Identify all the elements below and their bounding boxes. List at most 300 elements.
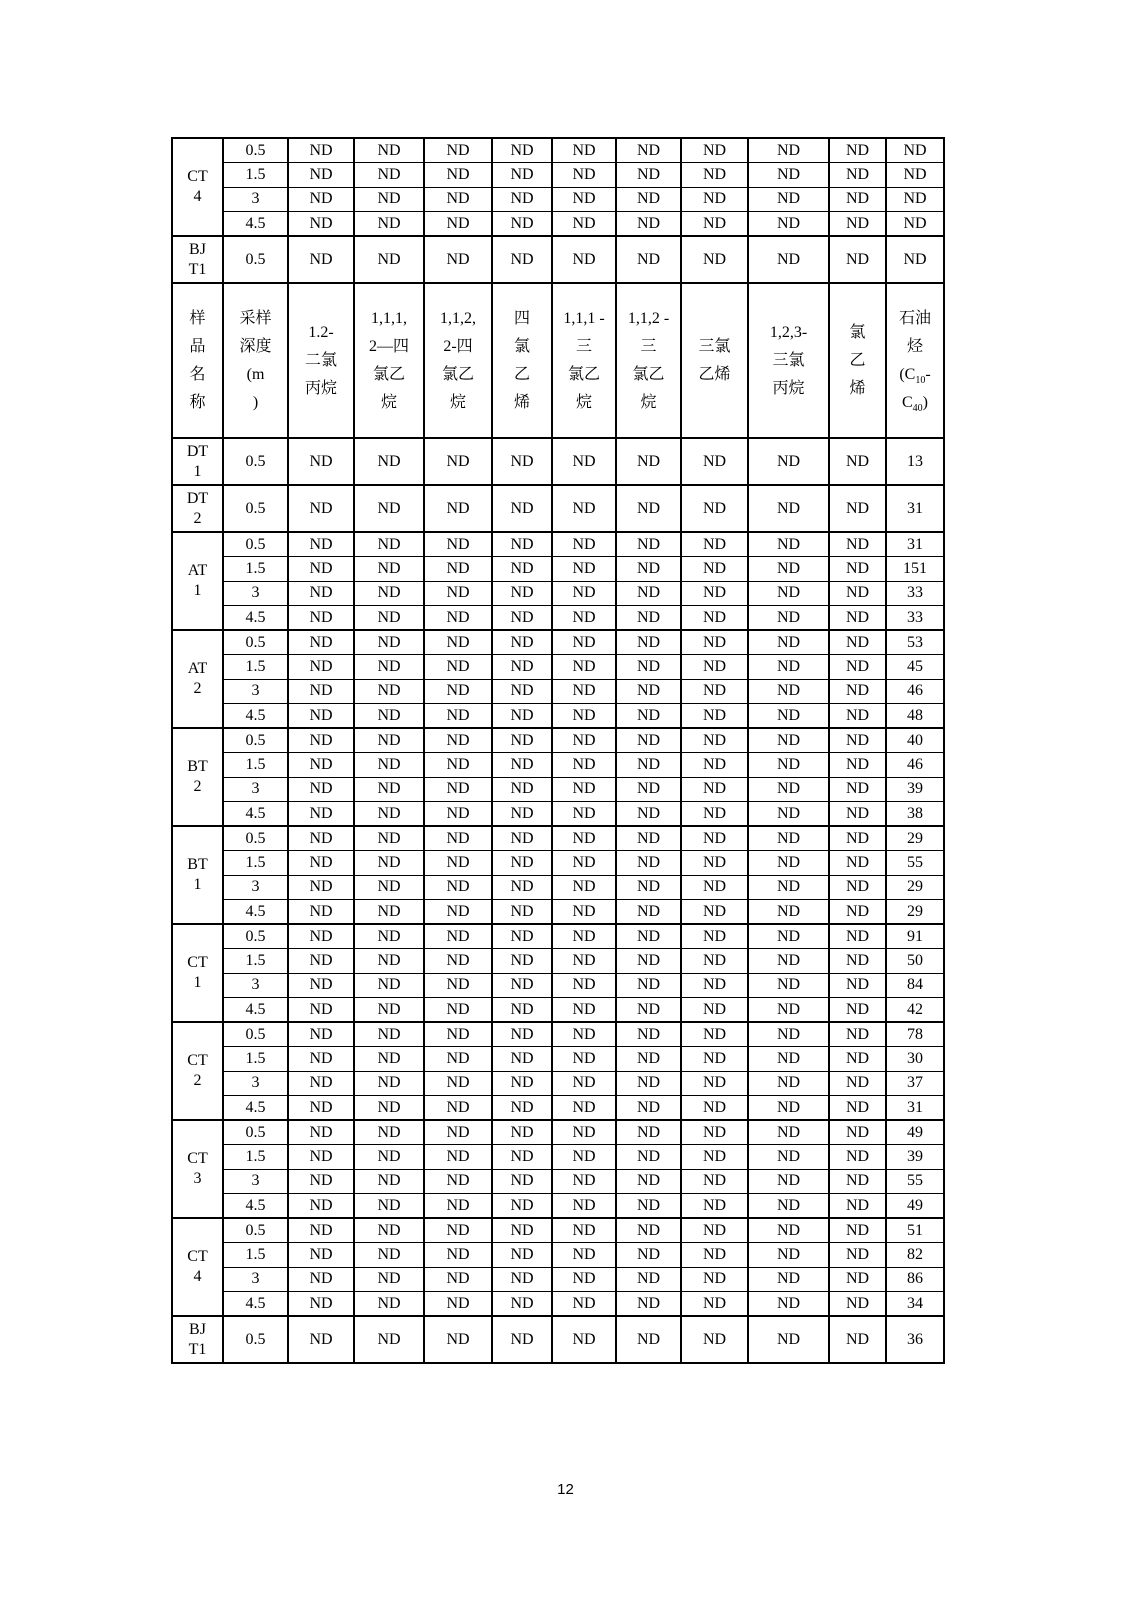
result-cell: ND xyxy=(354,438,424,485)
result-cell: ND xyxy=(492,949,552,974)
result-cell: ND xyxy=(681,1096,748,1121)
result-cell: ND xyxy=(748,557,829,582)
result-cell: ND xyxy=(748,187,829,212)
cell-text-line: T1 xyxy=(188,260,207,278)
result-cell: ND xyxy=(354,163,424,188)
result-cell: ND xyxy=(552,1120,616,1145)
result-cell: ND xyxy=(288,1267,354,1292)
result-cell: ND xyxy=(552,163,616,188)
result-cell: ND xyxy=(288,826,354,851)
table-row xyxy=(172,704,944,729)
cell-text-line: $C_{40}$) xyxy=(902,393,928,414)
result-cell: ND xyxy=(681,973,748,998)
result-cell: ND xyxy=(829,924,886,949)
table-row xyxy=(172,606,944,631)
result-cell: ND xyxy=(424,1022,492,1047)
result-cell: 55 xyxy=(886,1169,944,1194)
result-cell: ND xyxy=(354,581,424,606)
depth-cell: 0.5 xyxy=(223,1120,288,1145)
result-cell: ND xyxy=(681,679,748,704)
depth-cell: 0.5 xyxy=(223,1218,288,1243)
table-row xyxy=(172,212,944,237)
result-cell: ND xyxy=(616,1096,681,1121)
result-cell: ND xyxy=(748,998,829,1023)
result-cell: ND xyxy=(829,1096,886,1121)
result-cell: ND xyxy=(886,187,944,212)
result-cell: ND xyxy=(492,1071,552,1096)
result-cell: ND xyxy=(424,826,492,851)
result-cell: ND xyxy=(424,1169,492,1194)
table-row xyxy=(172,557,944,582)
cell-text-line: 1 xyxy=(193,876,202,893)
result-cell: ND xyxy=(616,655,681,680)
result-cell: ND xyxy=(552,532,616,557)
result-cell: ND xyxy=(616,704,681,729)
result-cell: ND xyxy=(829,630,886,655)
result-cell: ND xyxy=(748,581,829,606)
table-row xyxy=(172,438,944,485)
result-cell: ND xyxy=(616,138,681,163)
depth-cell: 0.5 xyxy=(223,138,288,163)
result-cell: 40 xyxy=(886,728,944,753)
result-cell: ND xyxy=(681,728,748,753)
table-row xyxy=(172,1218,944,1243)
result-cell: ND xyxy=(829,949,886,974)
result-cell: ND xyxy=(492,924,552,949)
result-cell: ND xyxy=(616,1120,681,1145)
table-row xyxy=(172,163,944,188)
cell-text-line: 2 xyxy=(193,509,202,527)
result-cell: ND xyxy=(552,728,616,753)
result-cell: ND xyxy=(748,728,829,753)
result-cell: ND xyxy=(552,630,616,655)
result-cell: ND xyxy=(354,851,424,876)
table-row xyxy=(172,1292,944,1317)
column-header-chemical xyxy=(681,283,748,438)
result-cell: ND xyxy=(829,900,886,925)
cell-text-line: BT xyxy=(187,758,208,775)
result-cell: 31 xyxy=(886,485,944,532)
result-cell: ND xyxy=(748,851,829,876)
cell-text-line: 1,1,1 - xyxy=(563,309,605,327)
result-cell: ND xyxy=(748,236,829,283)
result-cell: ND xyxy=(424,1071,492,1096)
result-cell: ND xyxy=(288,1169,354,1194)
table-header-section xyxy=(172,283,944,438)
result-cell: ND xyxy=(492,581,552,606)
depth-cell: 4.5 xyxy=(223,900,288,925)
cell-text-line: BT xyxy=(187,856,208,873)
result-cell: ND xyxy=(748,138,829,163)
cell-text-line: 名 xyxy=(189,365,206,383)
cell-text-line: 2 xyxy=(193,778,202,795)
result-cell: 38 xyxy=(886,802,944,827)
result-cell: ND xyxy=(288,900,354,925)
cell-text-line: 采样 xyxy=(239,309,272,327)
result-cell: ND xyxy=(616,1169,681,1194)
result-cell: ND xyxy=(288,777,354,802)
result-cell: ND xyxy=(492,438,552,485)
column-header-chemical xyxy=(354,283,424,438)
cell-text-line: 2—四 xyxy=(368,337,409,355)
sample-name-cell xyxy=(172,532,223,630)
cell-text-line: 烷 xyxy=(575,393,592,411)
result-cell: ND xyxy=(616,924,681,949)
cell-text-line: 1.2- xyxy=(308,323,334,341)
result-cell: ND xyxy=(552,998,616,1023)
result-cell: ND xyxy=(354,187,424,212)
result-cell: ND xyxy=(354,777,424,802)
cell-text-line: 样 xyxy=(189,309,206,327)
sample-name-cell xyxy=(172,236,223,283)
sample-name-cell xyxy=(172,630,223,728)
cell-text-line: T1 xyxy=(188,1340,207,1358)
result-cell: ND xyxy=(424,679,492,704)
cell-text-line: 三氯 xyxy=(772,351,805,369)
result-cell: ND xyxy=(748,753,829,778)
result-cell: ND xyxy=(552,900,616,925)
result-cell: ND xyxy=(552,851,616,876)
cell-text-line: 4 xyxy=(193,1268,202,1285)
cell-text-line: DT xyxy=(186,489,209,507)
result-cell: ND xyxy=(492,1243,552,1268)
result-cell: ND xyxy=(552,1218,616,1243)
result-cell: ND xyxy=(424,949,492,974)
depth-cell: 3 xyxy=(223,679,288,704)
result-cell: 31 xyxy=(886,532,944,557)
result-cell: ND xyxy=(354,753,424,778)
result-cell: ND xyxy=(829,485,886,532)
result-cell: ND xyxy=(748,485,829,532)
result-cell: ND xyxy=(552,1316,616,1363)
result-cell: ND xyxy=(829,581,886,606)
result-cell: 55 xyxy=(886,851,944,876)
result-cell: ND xyxy=(552,606,616,631)
sample-name-cell xyxy=(172,1218,223,1316)
result-cell: ND xyxy=(354,949,424,974)
result-cell: ND xyxy=(829,704,886,729)
result-cell: ND xyxy=(424,212,492,237)
result-cell: ND xyxy=(288,851,354,876)
result-cell: ND xyxy=(681,1243,748,1268)
depth-cell: 0.5 xyxy=(223,485,288,532)
result-cell: 49 xyxy=(886,1194,944,1219)
depth-cell: 3 xyxy=(223,1071,288,1096)
result-cell: ND xyxy=(829,826,886,851)
table-row xyxy=(172,1267,944,1292)
table-row xyxy=(172,679,944,704)
result-cell: ND xyxy=(288,973,354,998)
result-cell: ND xyxy=(616,557,681,582)
result-cell: ND xyxy=(748,924,829,949)
result-cell: ND xyxy=(354,532,424,557)
depth-cell: 3 xyxy=(223,1267,288,1292)
result-cell: 33 xyxy=(886,606,944,631)
result-cell: ND xyxy=(829,1267,886,1292)
result-cell: ND xyxy=(288,485,354,532)
cell-text-line: CT xyxy=(187,1248,208,1265)
result-cell: ND xyxy=(681,826,748,851)
result-cell: ND xyxy=(354,606,424,631)
result-cell: ND xyxy=(424,777,492,802)
table-row xyxy=(172,924,944,949)
cell-text-line: CT xyxy=(187,168,208,185)
result-cell: ND xyxy=(424,851,492,876)
table-row xyxy=(172,728,944,753)
result-cell: ND xyxy=(492,1047,552,1072)
result-cell: ND xyxy=(354,236,424,283)
table-row xyxy=(172,851,944,876)
result-cell: ND xyxy=(829,998,886,1023)
sample-name-cell xyxy=(172,1120,223,1218)
result-cell: ND xyxy=(424,630,492,655)
result-cell: ND xyxy=(288,1071,354,1096)
result-cell: ND xyxy=(492,1316,552,1363)
table-row xyxy=(172,1316,944,1363)
result-cell: ND xyxy=(616,1047,681,1072)
result-cell: ND xyxy=(424,973,492,998)
cell-text-line: CT xyxy=(187,1052,208,1069)
result-cell: ND xyxy=(681,1169,748,1194)
cell-text-line: 三氯 xyxy=(698,337,731,355)
result-cell: ND xyxy=(424,1243,492,1268)
result-cell: ND xyxy=(288,1145,354,1170)
result-cell: ND xyxy=(681,753,748,778)
cell-text-line: 烷 xyxy=(380,393,397,411)
result-cell: ND xyxy=(748,1120,829,1145)
table-row xyxy=(172,1022,944,1047)
depth-cell: 4.5 xyxy=(223,1194,288,1219)
table-row xyxy=(172,875,944,900)
result-cell: ND xyxy=(288,606,354,631)
depth-cell: 4.5 xyxy=(223,1096,288,1121)
result-cell: ND xyxy=(681,998,748,1023)
depth-cell: 4.5 xyxy=(223,704,288,729)
column-header-chemical xyxy=(886,283,944,438)
cell-text-line: 1 xyxy=(193,974,202,991)
result-cell: 29 xyxy=(886,875,944,900)
result-cell: ND xyxy=(288,1120,354,1145)
result-cell: 37 xyxy=(886,1071,944,1096)
result-cell: ND xyxy=(829,532,886,557)
result-cell: ND xyxy=(552,438,616,485)
table-row xyxy=(172,630,944,655)
result-cell: ND xyxy=(681,485,748,532)
result-cell: ND xyxy=(288,187,354,212)
result-cell: ND xyxy=(492,1218,552,1243)
result-cell: ND xyxy=(616,1243,681,1268)
result-cell: ND xyxy=(424,485,492,532)
result-cell: ND xyxy=(748,163,829,188)
depth-cell: 3 xyxy=(223,1169,288,1194)
result-cell: ND xyxy=(354,1022,424,1047)
result-cell: ND xyxy=(552,557,616,582)
result-cell: ND xyxy=(886,163,944,188)
result-cell: ND xyxy=(354,655,424,680)
cell-text-line: 乙 xyxy=(849,351,866,369)
result-cell: ND xyxy=(492,704,552,729)
cell-text-line: 烷 xyxy=(640,393,657,411)
table-row xyxy=(172,900,944,925)
cell-text-line: AT xyxy=(187,562,208,579)
result-cell: ND xyxy=(829,875,886,900)
depth-cell: 0.5 xyxy=(223,438,288,485)
cell-text-line: 1,1,2 - xyxy=(627,309,670,327)
table-row xyxy=(172,1194,944,1219)
table-row xyxy=(172,485,944,532)
depth-cell: 0.5 xyxy=(223,1316,288,1363)
cell-text-line: 1,2,3- xyxy=(769,323,808,341)
page-number: 12 xyxy=(557,1481,574,1498)
result-cell: ND xyxy=(288,212,354,237)
result-cell: ND xyxy=(829,1169,886,1194)
result-cell: ND xyxy=(829,1047,886,1072)
depth-cell: 0.5 xyxy=(223,1022,288,1047)
result-cell: ND xyxy=(424,704,492,729)
sampling-results-table xyxy=(171,137,945,1364)
result-cell: ND xyxy=(492,236,552,283)
result-cell: ND xyxy=(552,949,616,974)
table-row xyxy=(172,1071,944,1096)
result-cell: ND xyxy=(616,630,681,655)
result-cell: ND xyxy=(424,606,492,631)
result-cell: ND xyxy=(424,998,492,1023)
result-cell: ND xyxy=(354,1194,424,1219)
result-cell: ND xyxy=(829,728,886,753)
result-cell: ND xyxy=(552,973,616,998)
cell-text-line: (m xyxy=(246,365,265,383)
result-cell: 53 xyxy=(886,630,944,655)
cell-text-line: 1,1,2, xyxy=(440,309,476,327)
result-cell: ND xyxy=(616,532,681,557)
result-cell: ND xyxy=(424,1218,492,1243)
result-cell: ND xyxy=(354,630,424,655)
result-cell: ND xyxy=(829,851,886,876)
table-row xyxy=(172,998,944,1023)
result-cell: ND xyxy=(424,655,492,680)
result-cell: ND xyxy=(492,728,552,753)
column-header-chemical xyxy=(552,283,616,438)
depth-cell: 1.5 xyxy=(223,1145,288,1170)
result-cell: ND xyxy=(354,973,424,998)
result-cell: ND xyxy=(354,875,424,900)
result-cell: ND xyxy=(681,606,748,631)
result-cell: ND xyxy=(354,1267,424,1292)
result-cell: ND xyxy=(424,802,492,827)
result-cell: ND xyxy=(424,1194,492,1219)
result-cell: ND xyxy=(829,655,886,680)
result-cell: ND xyxy=(354,1316,424,1363)
result-cell: ND xyxy=(492,1145,552,1170)
result-cell: ND xyxy=(552,212,616,237)
result-cell: ND xyxy=(748,802,829,827)
result-cell: ND xyxy=(829,802,886,827)
result-cell: ND xyxy=(354,1243,424,1268)
result-cell: ND xyxy=(681,777,748,802)
result-cell: 48 xyxy=(886,704,944,729)
result-cell: ND xyxy=(354,679,424,704)
result-cell: ND xyxy=(354,1145,424,1170)
result-cell: 50 xyxy=(886,949,944,974)
result-cell: ND xyxy=(681,163,748,188)
depth-cell: 0.5 xyxy=(223,532,288,557)
result-cell: 29 xyxy=(886,826,944,851)
result-cell: ND xyxy=(616,581,681,606)
result-cell: ND xyxy=(616,900,681,925)
result-cell: ND xyxy=(288,753,354,778)
result-cell: ND xyxy=(492,1096,552,1121)
table-row xyxy=(172,655,944,680)
cell-text-line: 乙烯 xyxy=(698,365,731,383)
result-cell: ND xyxy=(492,973,552,998)
result-cell: ND xyxy=(424,581,492,606)
result-cell: ND xyxy=(354,485,424,532)
result-cell: ND xyxy=(616,973,681,998)
cell-text-line: 三 xyxy=(575,337,592,355)
result-cell: ND xyxy=(492,485,552,532)
result-cell: ND xyxy=(829,438,886,485)
result-cell: ND xyxy=(354,212,424,237)
result-cell: ND xyxy=(552,1267,616,1292)
depth-cell: 1.5 xyxy=(223,163,288,188)
table-row xyxy=(172,1120,944,1145)
result-cell: ND xyxy=(288,1218,354,1243)
result-cell: 33 xyxy=(886,581,944,606)
result-cell: ND xyxy=(288,1096,354,1121)
result-cell: ND xyxy=(681,655,748,680)
result-cell: ND xyxy=(748,1316,829,1363)
depth-cell: 1.5 xyxy=(223,1047,288,1072)
result-cell: ND xyxy=(616,949,681,974)
result-cell: ND xyxy=(748,1267,829,1292)
sample-name-cell xyxy=(172,924,223,1022)
result-cell: ND xyxy=(354,1120,424,1145)
result-cell: ND xyxy=(288,532,354,557)
result-cell: ND xyxy=(424,1292,492,1317)
result-cell: ND xyxy=(552,236,616,283)
result-cell: ND xyxy=(552,753,616,778)
result-cell: ND xyxy=(748,1218,829,1243)
table-row xyxy=(172,973,944,998)
result-cell: ND xyxy=(748,1096,829,1121)
result-cell: 86 xyxy=(886,1267,944,1292)
result-cell: ND xyxy=(681,1145,748,1170)
cell-text-line: 丙烷 xyxy=(304,379,337,397)
result-cell: ND xyxy=(552,1047,616,1072)
result-cell: ND xyxy=(424,187,492,212)
result-cell: ND xyxy=(288,1292,354,1317)
result-cell: 51 xyxy=(886,1218,944,1243)
sample-name-cell xyxy=(172,485,223,532)
result-cell: 46 xyxy=(886,679,944,704)
result-cell: ND xyxy=(886,236,944,283)
result-cell: ND xyxy=(354,826,424,851)
result-cell: ND xyxy=(681,138,748,163)
result-cell: ND xyxy=(681,802,748,827)
depth-cell: 1.5 xyxy=(223,949,288,974)
result-cell: ND xyxy=(492,875,552,900)
table-row xyxy=(172,187,944,212)
result-cell: ND xyxy=(748,1071,829,1096)
result-cell: ND xyxy=(681,532,748,557)
result-cell: 46 xyxy=(886,753,944,778)
result-cell: ND xyxy=(681,1194,748,1219)
cell-text-line: 烯 xyxy=(513,393,530,411)
result-cell: ND xyxy=(424,1267,492,1292)
result-cell: 45 xyxy=(886,655,944,680)
result-cell: ND xyxy=(681,630,748,655)
result-cell: ND xyxy=(681,949,748,974)
